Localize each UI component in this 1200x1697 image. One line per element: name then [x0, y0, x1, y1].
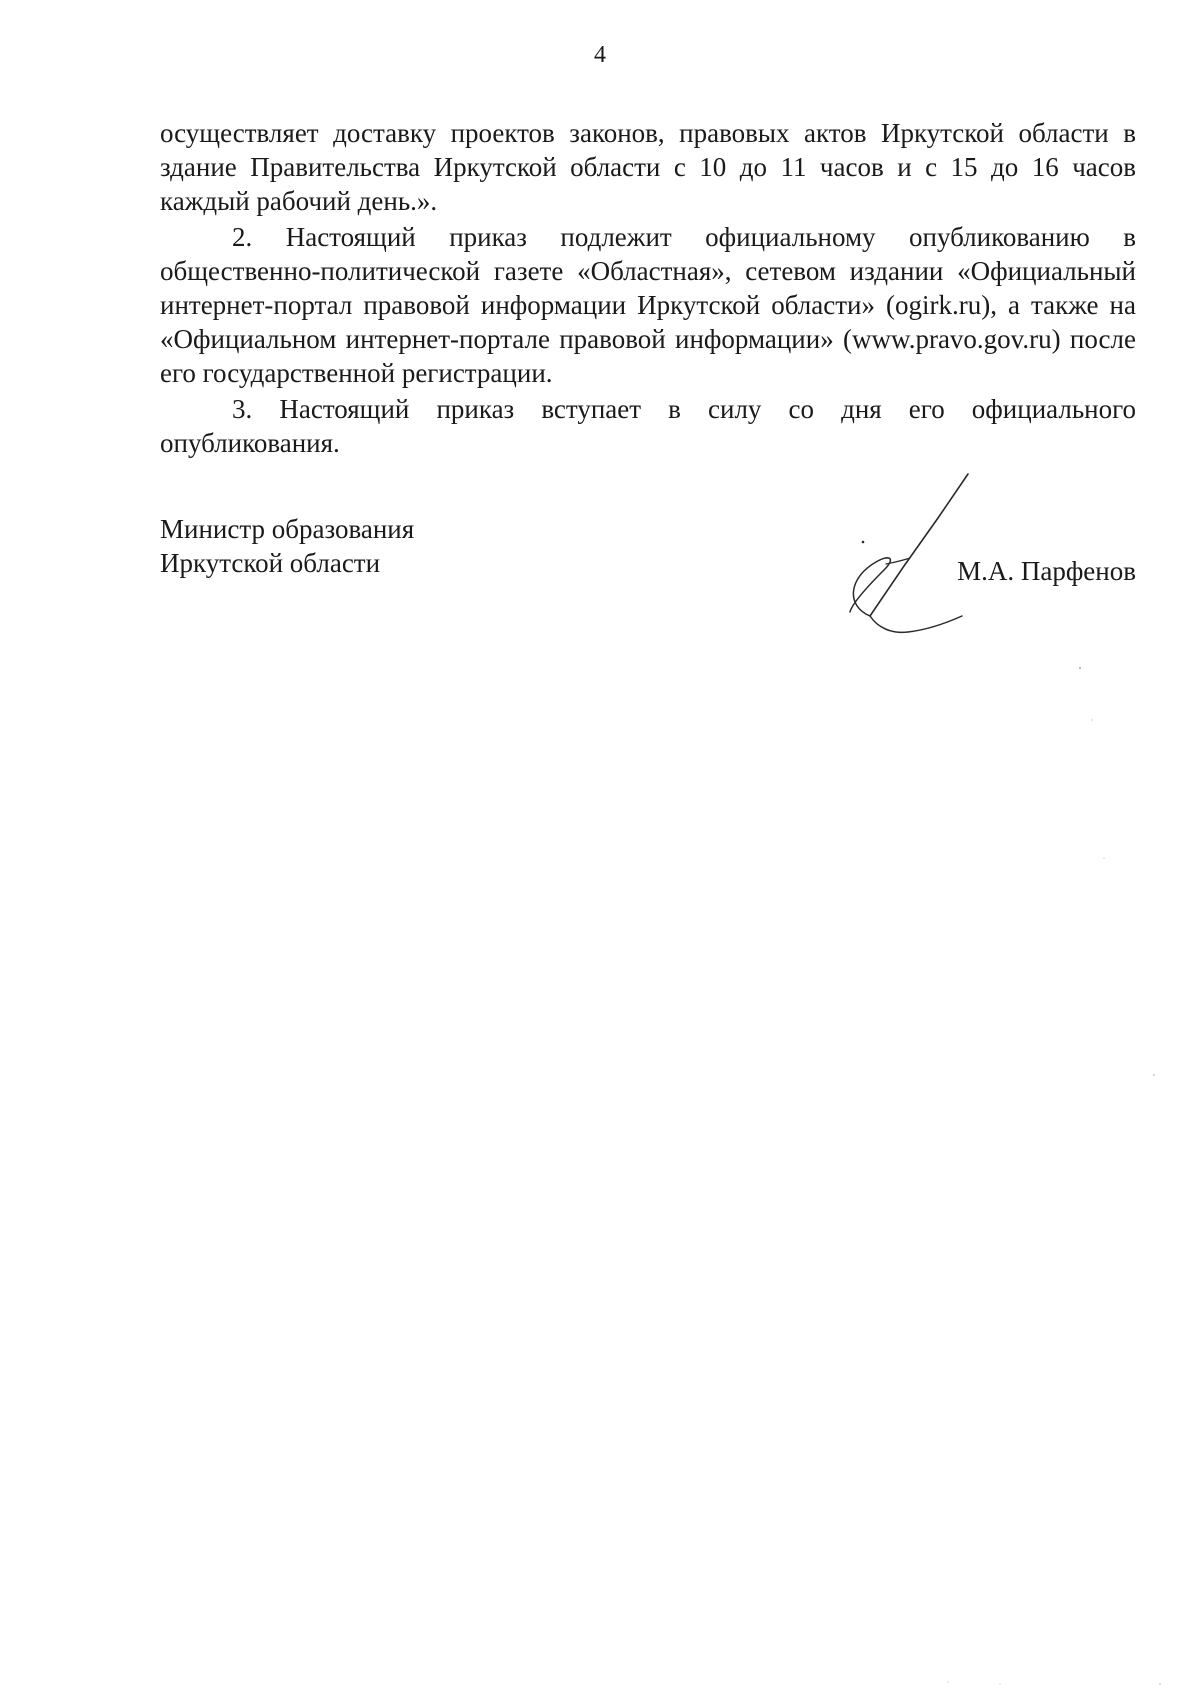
paragraph-item-3: 3. Настоящий приказ вступает в силу со дня его официального опубликования. [160, 394, 1136, 458]
page-number: 4 [594, 42, 606, 68]
signer-position-line-1: Министр образования [160, 514, 415, 544]
paragraph-item-2: 2. Настоящий приказ подлежит официальному опубликованию в общественно-политической газете «Областная», сетевом издании «Официальный интернет-портал правовой информации Иркутской области» (ogirk.ru), а также на «Официальном интернет-портале правовой информации» (www.pravo.gov.ru) после его государственной регистрации. [160, 222, 1136, 388]
signer-position-line-2: Иркутской области [160, 548, 381, 578]
signer-name: М.А. Парфенов [957, 556, 1136, 586]
paragraph-continuation: осуществляет доставку проектов законов, правовых актов Иркутской области в здание Правительства Иркутской области с 10 до 11 часов и с 15 до 16 часов каждый рабочий день.». [160, 118, 1136, 216]
